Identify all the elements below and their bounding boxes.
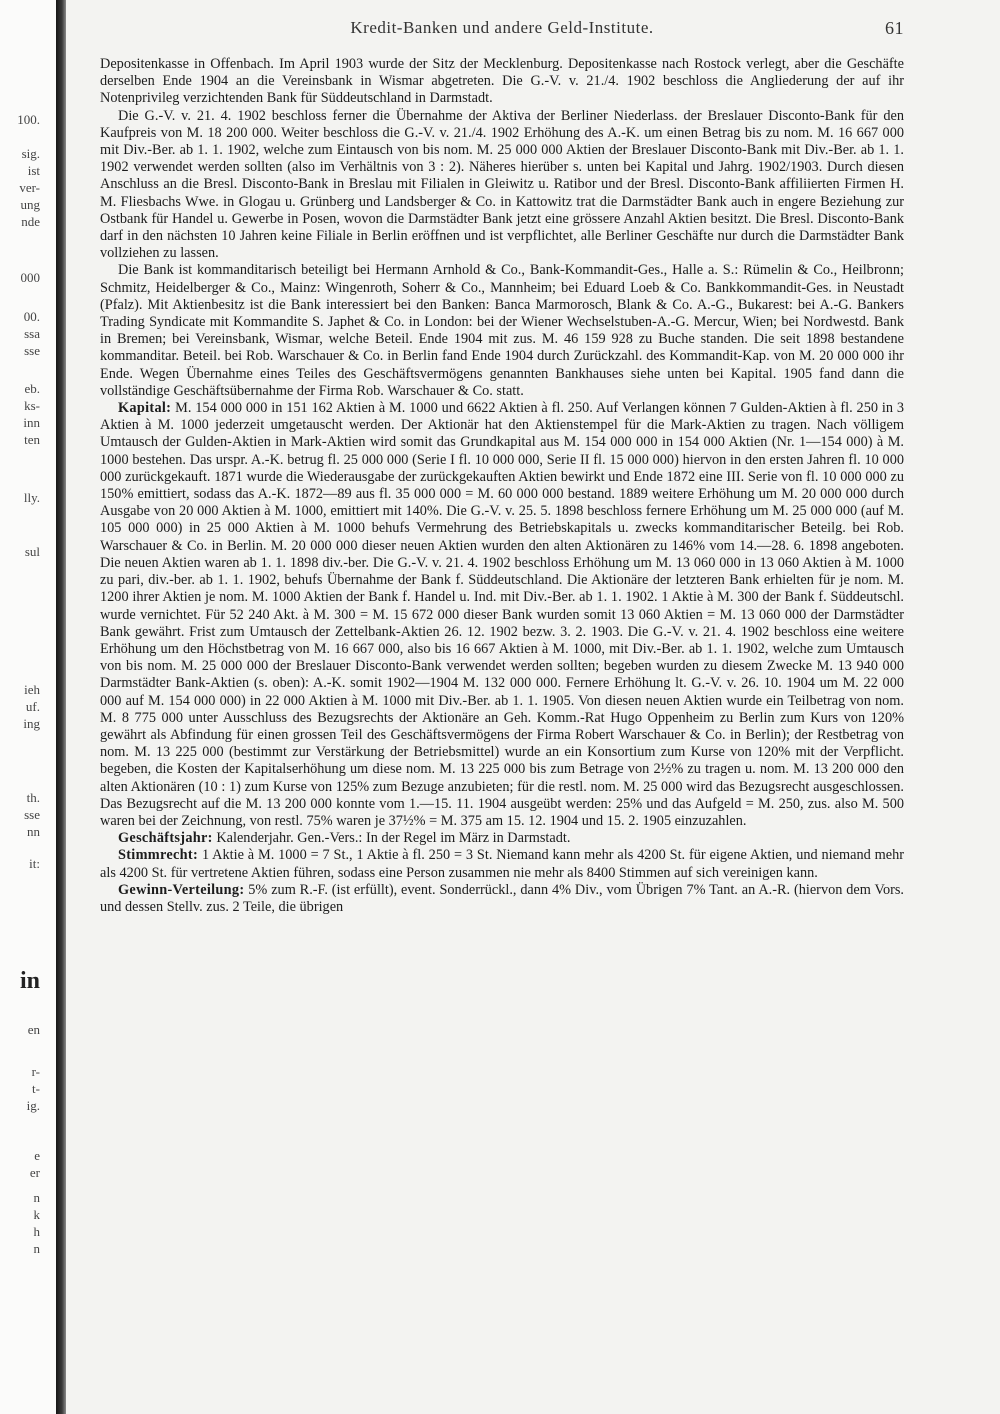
- running-title: Kredit-Banken und andere Geld-Institute.: [350, 18, 654, 37]
- paragraph-text: 5% zum R.-F. (ist erfüllt), event. Sonderrückl., dann 4% Div., vom Übrigen 7% Tant. an A.-R. (hiervon dem Vors. und dessen Stellv. zus. 2 Teile, die übrigen: [100, 881, 904, 915]
- paragraph-text: Depositenkasse in Offenbach. Im April 1903 wurde der Sitz der Mecklenburg. Depositenkasse nach Rostock verlegt, aber die Geschäfte derselben Ende 1904 an die Vereinsbank in Wismar abgetreten. Die G.-V. v. 21./4. 1902 beschloss die Angliederung der auf ihr Notenprivileg verzichtenden Bank für Süddeutschland in Darmstadt.: [100, 56, 904, 107]
- paragraph-gewinn-verteilung: [100, 882, 904, 916]
- gutter-fragment: t-: [32, 1081, 40, 1096]
- gutter-fragment: sse: [24, 343, 40, 358]
- paragraph-stimmrecht: [100, 847, 904, 881]
- paragraph-label: Kapital:: [118, 400, 172, 417]
- gutter-fragment: n: [33, 1190, 40, 1205]
- gutter-fragment: sul: [24, 544, 40, 559]
- paragraph-offenbach: [100, 56, 904, 108]
- gutter-fragment: lly.: [23, 490, 40, 505]
- paragraph-label: Stimmrecht:: [118, 847, 199, 864]
- paragraph-text: Kalenderjahr. Gen.-Vers.: In der Regel im März in Darmstadt.: [216, 830, 571, 847]
- gutter-fragment: ung: [20, 197, 40, 212]
- gutter-fragment: ks-: [24, 398, 40, 413]
- facing-page-gutter: [0, 0, 56, 1414]
- paragraph-text: Die Bank ist kommanditarisch beteiligt bei Hermann Arnhold & Co., Bank-Kommandit-Ges., Halle a. S.: Rümelin & Co., Heilbronn; Schmitz, Heidelberger & Co., Mainz: Wingenroth, Soherr & Co., Mannheim; bei Eduard Loeb & Co. Bankkommandit-Ges. in Neustadt (Pfalz). Mit Aktienbesitz ist die Bank interessiert bei den Banken: Banca Marmorosch, Blank & Co. A.-G., Bukarest: bei A.-G. Bankers Trading Syndicate mit Kommandite S. Japhet & Co. in London: bei der Wiener Wechselstuben-A.-G. Mercur, Wien; bei Nordwestd. Bank in Bremen; bei Vereinsbank, Wismar, welche Beteil. Ende 1904 mit zus. M. 46 159 928 zu Buche standen. Die seit 1898 bestandene kommanditar. Beteil. bei Rob. Warschauer & Co. in Berlin fand Ende 1904 durch Zurückzahl. des Kommandit-Kap. von M. 20 000 000 ihr Ende. Wegen Übernahme eines Teiles des Geschäftsvermögens genannten Bankhauses siehe unten bei Kapital. 1905 fand dann die vollständige Geschäftsübernahme der Firma Rob. Warschauer & Co. statt.: [100, 262, 904, 399]
- gutter-fragment: ist: [27, 163, 40, 178]
- gutter-fragment: h: [33, 1224, 40, 1239]
- gutter-fragment: er: [29, 1165, 40, 1180]
- gutter-fragment: eb.: [24, 381, 40, 396]
- gutter-fragment: th.: [26, 790, 40, 805]
- paragraph-kapital: [100, 400, 904, 830]
- gutter-fragment: ten: [24, 432, 40, 447]
- page-number: 61: [885, 18, 904, 38]
- gutter-fragment: nn: [27, 824, 40, 839]
- gutter-fragment: r-: [31, 1064, 40, 1079]
- gutter-fragment: sig.: [21, 146, 40, 161]
- gutter-fragment: 100.: [17, 112, 40, 127]
- gutter-fragment: sse: [24, 807, 40, 822]
- gutter-fragment: k: [33, 1207, 40, 1222]
- running-head: [100, 18, 904, 48]
- book-spine-shadow: [56, 0, 66, 1414]
- gutter-fragment: en: [27, 1022, 40, 1037]
- paragraph-kommandit: [100, 262, 904, 400]
- body-text: [100, 56, 904, 916]
- paragraph-text: M. 154 000 000 in 151 162 Aktien à M. 1000 und 6622 Aktien à fl. 250. Auf Verlangen können 7 Gulden-Aktien à fl. 250 in 3 Aktien à M. 1000 jederzeit umgetauscht werden. Der Aktionär hat den Aktienstempel für die Mark-Aktien zu tragen. Nach völligem Umtausch der Gulden-Aktien in Mark-Aktien wird somit das Grundkapital aus M. 154 000 000 in 154 000 Aktien (Nr. 1—154 000) à M. 1000 bestehen. Das urspr. A.-K. betrug fl. 25 000 000 (Serie I fl. 10 000 000, Serie II fl. 15 000 000) hiervon in den ersten Jahren fl. 10 000 000 zurückgekauft. 1871 wurde die Wiederausgabe der zurückgekauften Aktien bewirkt und Ende 1872 eine III. Serie von fl. 10 000 000 zu 150% emittiert, sodass das A.-K. 1872—89 aus fl. 35 000 000 = M. 60 000 000 bestand. 1889 weitere Erhöhung um M. 20 000 000 durch Ausgabe von 20 000 Aktien à M. 1000, emittiert mit 140%. Die G.-V. v. 25. 5. 1898 beschloss fernere Erhöhung um M. 25 000 000 (auf M. 105 000 000) in 25 000 Aktien à M. 1000 behufs Vermehrung des Betriebskapitals u. zwecks kommanditarischer Beteilg. bei Rob. Warschauer & Co. in Berlin. M. 20 000 000 dieser neuen Aktien wurden den alten Aktionären zu 146% vom 14.—28. 6. 1898 angeboten. Die neuen Aktien waren ab 1. 1. 1898 div.-ber. Die G.-V. v. 21. 4. 1902 beschloss Erhöhung um M. 13 060 000 in 13 060 Aktien à M. 1000 zu pari, div.-ber. ab 1. 1. 1902, behufs Übernahme der Bank f. Süddeutschland. Die Aktionäre der letzteren Bank erhielten für je nom. M. 1200 ihrer Aktien je nom. M. 1000 Aktien der Bank f. Handel u. Ind. mit Div.-Ber. ab 1. 1. 1902. 1 Aktie à M. 300 der Bank f. Süddeutschl. wurde vernichtet. Für 52 240 Akt. à M. 300 = M. 15 672 000 dieser Bank wurden somit 13 060 Aktien = M. 13 060 000 der Darmstädter Bank gewährt. Frist zum Umtausch der Zettelbank-Aktien 26. 12. 1902 bezw. 3. 2. 1903. Die G.-V. v. 21. 4. 1902 beschloss eine weitere Erhöhung um den Höchstbetrag von M. 16 667 000, also bis 16 667 Aktien à M. 1000, mit Div.-Ber. ab 1. 1. 1902, welche zum Umtausch von bis nom. M. 25 000 000 der Breslauer Disconto-Bank verwendet werden sollten; begeben wurden zu diesem Zwecke M. 13 940 000 Darmstädter Bank-Aktien (s. oben): A.-K. somit 1902—1904 M. 132 000 000. Fernere Erhöhung lt. G.-V. v. 26. 10. 1904 um M. 22 000 000 auf M. 154 000 000) in 22 000 Aktien à M. 1000 mit Div.-Ber. ab 1. 1. 1905. Von diesen neuen Aktien wurde ein Teilbetrag von nom. M. 8 775 000 unter Ausschluss des Bezugsrechts der Aktionäre an Geh. Komm.-Rat Hugo Oppenheim zu Berlin zum Kurs von 120% gewährt als Abfindung für einen grossen Teil des Geschäftsvermögens der Firma Robert Warschauer & Co. in Berlin); der Restbetrag von nom. M. 13 225 000 (bestimmt zur Verstärkung der Betriebsmittel) wurde an ein Konsortium zum Kurse von 120% mit der Verpflicht. begeben, die Kosten der Kapitalserhöhung um diese nom. M. 13 225 000 bis zum Betrage von 2½% zu tragen u. nom. M. 13 200 000 den alten Aktionären (10 : 1) zum Kurse von 125% zum Bezuge anzubieten; für die restl. nom. M. 25 000 wird das Bezugsrecht ausgeschlossen. Das Bezugsrecht auf die M. 13 200 000 konnte vom 1.—15. 11. 1904 ausgeübt werden: 25% und das Aufgeld = M. 250, zus. also M. 500 waren bei der Zeichnung, von restl. 75% waren je 37½% = M. 375 am 15. 12. 1904 und 15. 2. 1905 einzuzahlen.: [100, 400, 904, 829]
- gutter-fragment: ssa: [24, 326, 40, 341]
- gutter-fragment: e: [34, 1148, 40, 1163]
- gutter-fragment: nde: [21, 214, 40, 229]
- gutter-fragment: it:: [29, 856, 40, 871]
- page: [100, 18, 904, 916]
- gutter-fragment: inn: [23, 415, 40, 430]
- paragraph-text: Die G.-V. v. 21. 4. 1902 beschloss ferner die Übernahme der Aktiva der Berliner Niederlass. der Breslauer Disconto-Bank für den Kaufpreis von M. 18 200 000. Weiter beschloss die G.-V. v. 21./4. 1902 Erhöhung des A.-K. um einen Betrag bis zu nom. M. 16 667 000 mit Div.-Ber. ab 1. 1. 1902, welche zum Eintausch von bis nom. M. 25 000 000 Aktien der Breslauer Disconto-Bank mit Div.-Ber. ab 1. 1. 1902 verwendet werden sollten (also im Verhältnis von 3 : 2). Näheres hierüber s. unten bei Kapital und Jahrg. 1902/1903. Durch diesen Anschluss an die Bresl. Disconto-Bank in Breslau mit Filialen in Gleiwitz u. Ratibor und der Bresl. Disconto-Bank affiliierten Firmen H. M. Fliesbachs Wwe. in Glogau u. Grünberg und Landsberger & Co. in Kattowitz trat die Darmstädter Bank auch in engere Beziehung zur Ostbank für Handel u. Gewerbe in Posen, wovon die Darmstädter Bank jetzt eine grössere Anzahl Aktien besitzt. Die Bresl. Disconto-Bank darf in den nächsten 10 Jahren keine Filiale in Berlin eröffnen und ist verpflichtet, alle Berliner Geschäfte nur durch die Darmstädter Bank vollziehen zu lassen.: [100, 107, 904, 262]
- gutter-fragment: ieh: [24, 682, 40, 697]
- paragraph-geschaeftsjahr: [100, 830, 904, 847]
- paragraph-text: 1 Aktie à M. 1000 = 7 St., 1 Aktie à fl. 250 = 3 St. Niemand kann mehr als 4200 St. für eigene Aktien, und niemand mehr als 4200 St. für vertretene Aktien führen, sodass eine Person zusammen nie mehr als 8400 Stimmen auf sich vereinigen kann.: [100, 847, 905, 881]
- gutter-fragment: 00.: [23, 309, 40, 324]
- gutter-fragment: ig.: [26, 1098, 40, 1113]
- gutter-fragment: uf.: [25, 699, 40, 714]
- gutter-fragment: 000: [20, 270, 40, 285]
- paragraph-breslau: [100, 108, 904, 263]
- gutter-fragment: n: [33, 1241, 40, 1256]
- gutter-fragment: ver-: [19, 180, 40, 195]
- paragraph-label: Geschäftsjahr:: [118, 830, 213, 847]
- gutter-fragment: in: [19, 968, 40, 994]
- paragraph-label: Gewinn-Verteilung:: [118, 881, 245, 898]
- gutter-fragment: ing: [23, 716, 40, 731]
